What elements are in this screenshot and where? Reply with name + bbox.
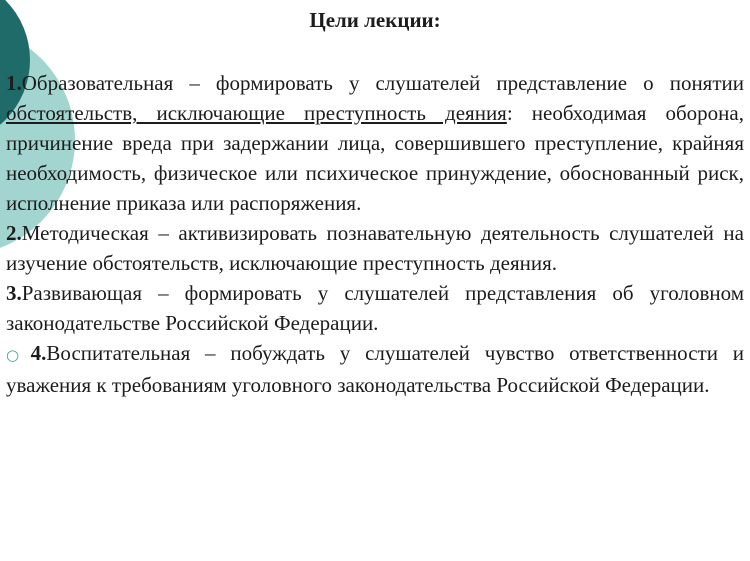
goal-2 (6, 218, 744, 278)
goal-number: 1. (6, 71, 22, 95)
goal-4 (6, 338, 744, 400)
page-title: Цели лекции: (309, 8, 441, 32)
goal-text: – активизировать познавательную деятельность слушателей на изучение обстоятельств, исключающие преступность деяния. (6, 221, 744, 275)
goal-number: 3. (6, 281, 22, 305)
goal-1 (6, 68, 744, 218)
goal-text-continued: : необходимая оборона, причинение вреда при задержании лица, совершившего преступление, крайняя необходимость, физическое или психическое принуждение, обоснованный риск, исполнение приказа или распоряжения. (6, 101, 744, 215)
underlined-term: обстоятельств, исключающие преступность деяния (6, 101, 507, 125)
goal-text: – побуждать у слушателей чувство ответственности и уважения к требованиям уголовного законодательства Российской Федерации. (6, 341, 745, 397)
goal-3 (6, 278, 744, 338)
goal-name: Развивающая (21, 281, 142, 305)
goals-list (6, 68, 744, 400)
circle-bullet-icon: ○ (6, 346, 29, 364)
goal-text: – формировать у слушателей представления об уголовном законодательстве Российской Федерации. (6, 281, 744, 335)
goal-number: 2. (6, 221, 22, 245)
goal-name: Образовательная (21, 71, 174, 95)
goal-number: 4. (30, 341, 47, 365)
goal-name: Воспитательная (46, 341, 191, 365)
goal-text: – формировать у слушателей представление о понятии (173, 71, 744, 95)
goal-name: Методическая (21, 221, 149, 245)
